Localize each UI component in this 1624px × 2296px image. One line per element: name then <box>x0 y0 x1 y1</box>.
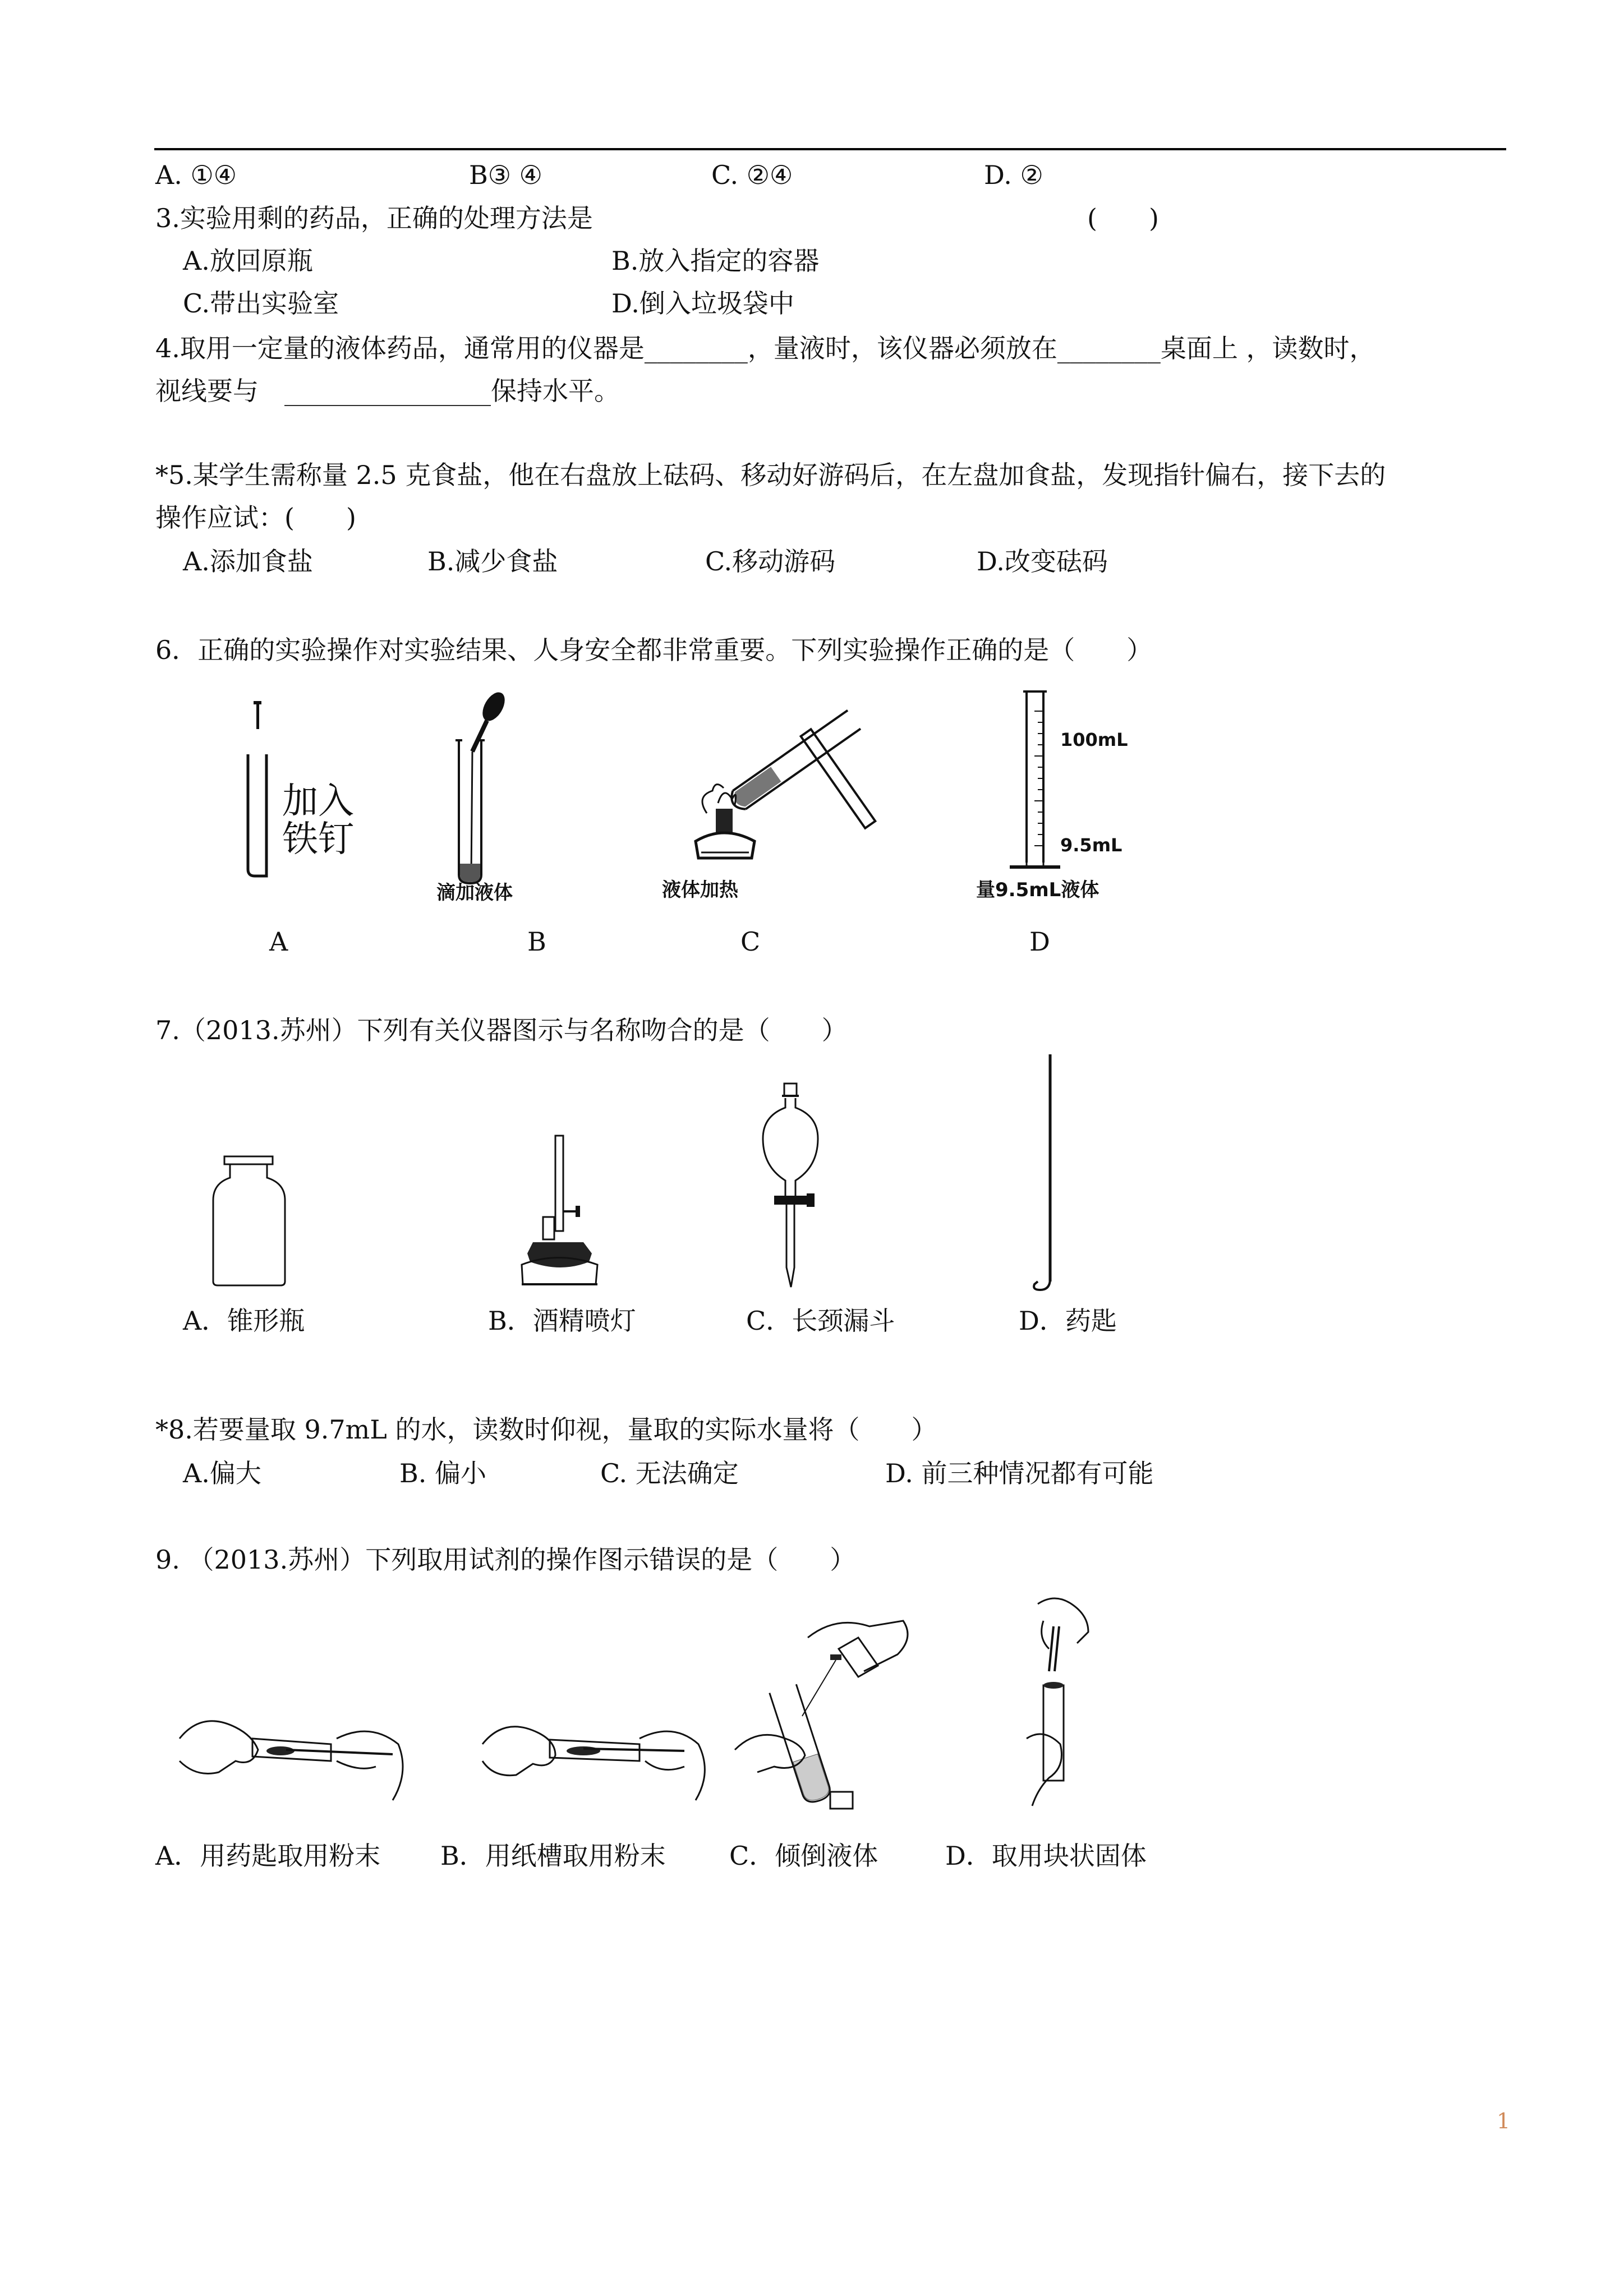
q2-option-d: D. ② <box>984 160 1043 190</box>
q5-line2: 操作应试：( ) <box>155 502 356 533</box>
q6-figure-c <box>662 684 898 869</box>
q4-line2: 视线要与 ________________保持水平。 <box>155 376 620 406</box>
q3-option-b: B.放入指定的容器 <box>611 246 820 276</box>
q9-option-c: C．倾倒液体 <box>729 1841 878 1871</box>
header-rule <box>154 148 1506 150</box>
q6-figure-d-low-mark: 9.5mL <box>1060 835 1122 856</box>
q8-option-b: B. 偏小 <box>399 1458 487 1488</box>
q7-option-a: A．锥形瓶 <box>183 1306 305 1336</box>
q5-option-c: C.移动游码 <box>705 546 836 577</box>
q2-option-b: B③ ④ <box>469 160 542 190</box>
q4-line1: 4.取用一定量的液体药品，通常用的仪器是________，量液时，该仪器必须放在________桌面上 ，读数时， <box>155 333 1375 363</box>
q9-figure-a <box>168 1705 415 1817</box>
q8-option-a: A.偏大 <box>183 1458 261 1488</box>
q3-option-a: A.放回原瓶 <box>183 246 313 276</box>
q6-figure-a-label: 加入 铁钉 <box>282 781 354 860</box>
q8-stem: *8.若要量取 9.7mL 的水，读数时仰视，量取的实际水量将（ ） <box>155 1414 937 1445</box>
q6-figure-b <box>438 690 527 892</box>
q8-option-d: D. 前三种情况都有可能 <box>885 1458 1154 1488</box>
q7-option-d: D．药匙 <box>1019 1306 1117 1336</box>
q7-stem: 7.（2013.苏州）下列有关仪器图示与名称吻合的是（ ） <box>155 1015 848 1045</box>
q2-option-c: C. ②④ <box>711 160 793 190</box>
q5-line1: *5.某学生需称量 2.5 克食盐，他在右盘放上砝码、移动好游码后，在左盘加食盐，发现指针偏右，接下去的 <box>155 460 1386 490</box>
q6-letter-d: D <box>1029 926 1050 957</box>
q2-option-a: A. ①④ <box>155 160 237 190</box>
q9-stem: 9. （2013.苏州）下列取用试剂的操作图示错误的是（ ） <box>155 1545 856 1575</box>
q3-option-d: D.倒入垃圾袋中 <box>611 288 794 319</box>
q6-figure-d-top-mark: 100mL <box>1060 729 1128 750</box>
q7-figure-a <box>208 1155 292 1290</box>
q7-figure-c <box>752 1082 830 1295</box>
q9-option-a: A．用药匙取用粉末 <box>155 1841 381 1871</box>
q7-figure-b <box>499 1133 611 1295</box>
q6-letter-c: C <box>740 926 761 957</box>
q5-option-a: A.添加食盐 <box>183 546 313 577</box>
page-number: 1 <box>1497 2109 1511 2133</box>
q5-option-d: D.改变砝码 <box>977 546 1108 577</box>
q7-option-c: C．长颈漏斗 <box>746 1306 895 1336</box>
q9-option-b: B．用纸槽取用粉末 <box>440 1841 666 1871</box>
q6-letter-a: A <box>269 926 288 957</box>
q6-figure-c-label: 液体加热 <box>662 879 738 901</box>
q6-figure-b-label: 滴加液体 <box>436 882 513 904</box>
q6-letter-b: B <box>527 926 546 957</box>
q9-figure-c <box>724 1604 937 1828</box>
q7-figure-d <box>1032 1054 1077 1301</box>
q3-stem: 3.实验用剩的药品，正确的处理方法是 <box>155 203 593 233</box>
q8-option-c: C. 无法确定 <box>600 1458 739 1488</box>
q9-option-d: D．取用块状固体 <box>945 1841 1147 1871</box>
q3-option-c: C.带出实验室 <box>183 288 339 319</box>
q3-bracket: ( ) <box>1087 203 1159 233</box>
q5-option-b: B.减少食盐 <box>427 546 558 577</box>
q6-figure-d-label: 量9.5mL液体 <box>976 879 1099 901</box>
q7-option-b: B．酒精喷灯 <box>488 1306 636 1336</box>
q9-figure-d <box>1004 1593 1116 1823</box>
q6-stem: 6．正确的实验操作对实验结果、人身安全都非常重要。下列实验操作正确的是（ ） <box>155 635 1153 665</box>
q9-figure-b <box>471 1705 718 1817</box>
